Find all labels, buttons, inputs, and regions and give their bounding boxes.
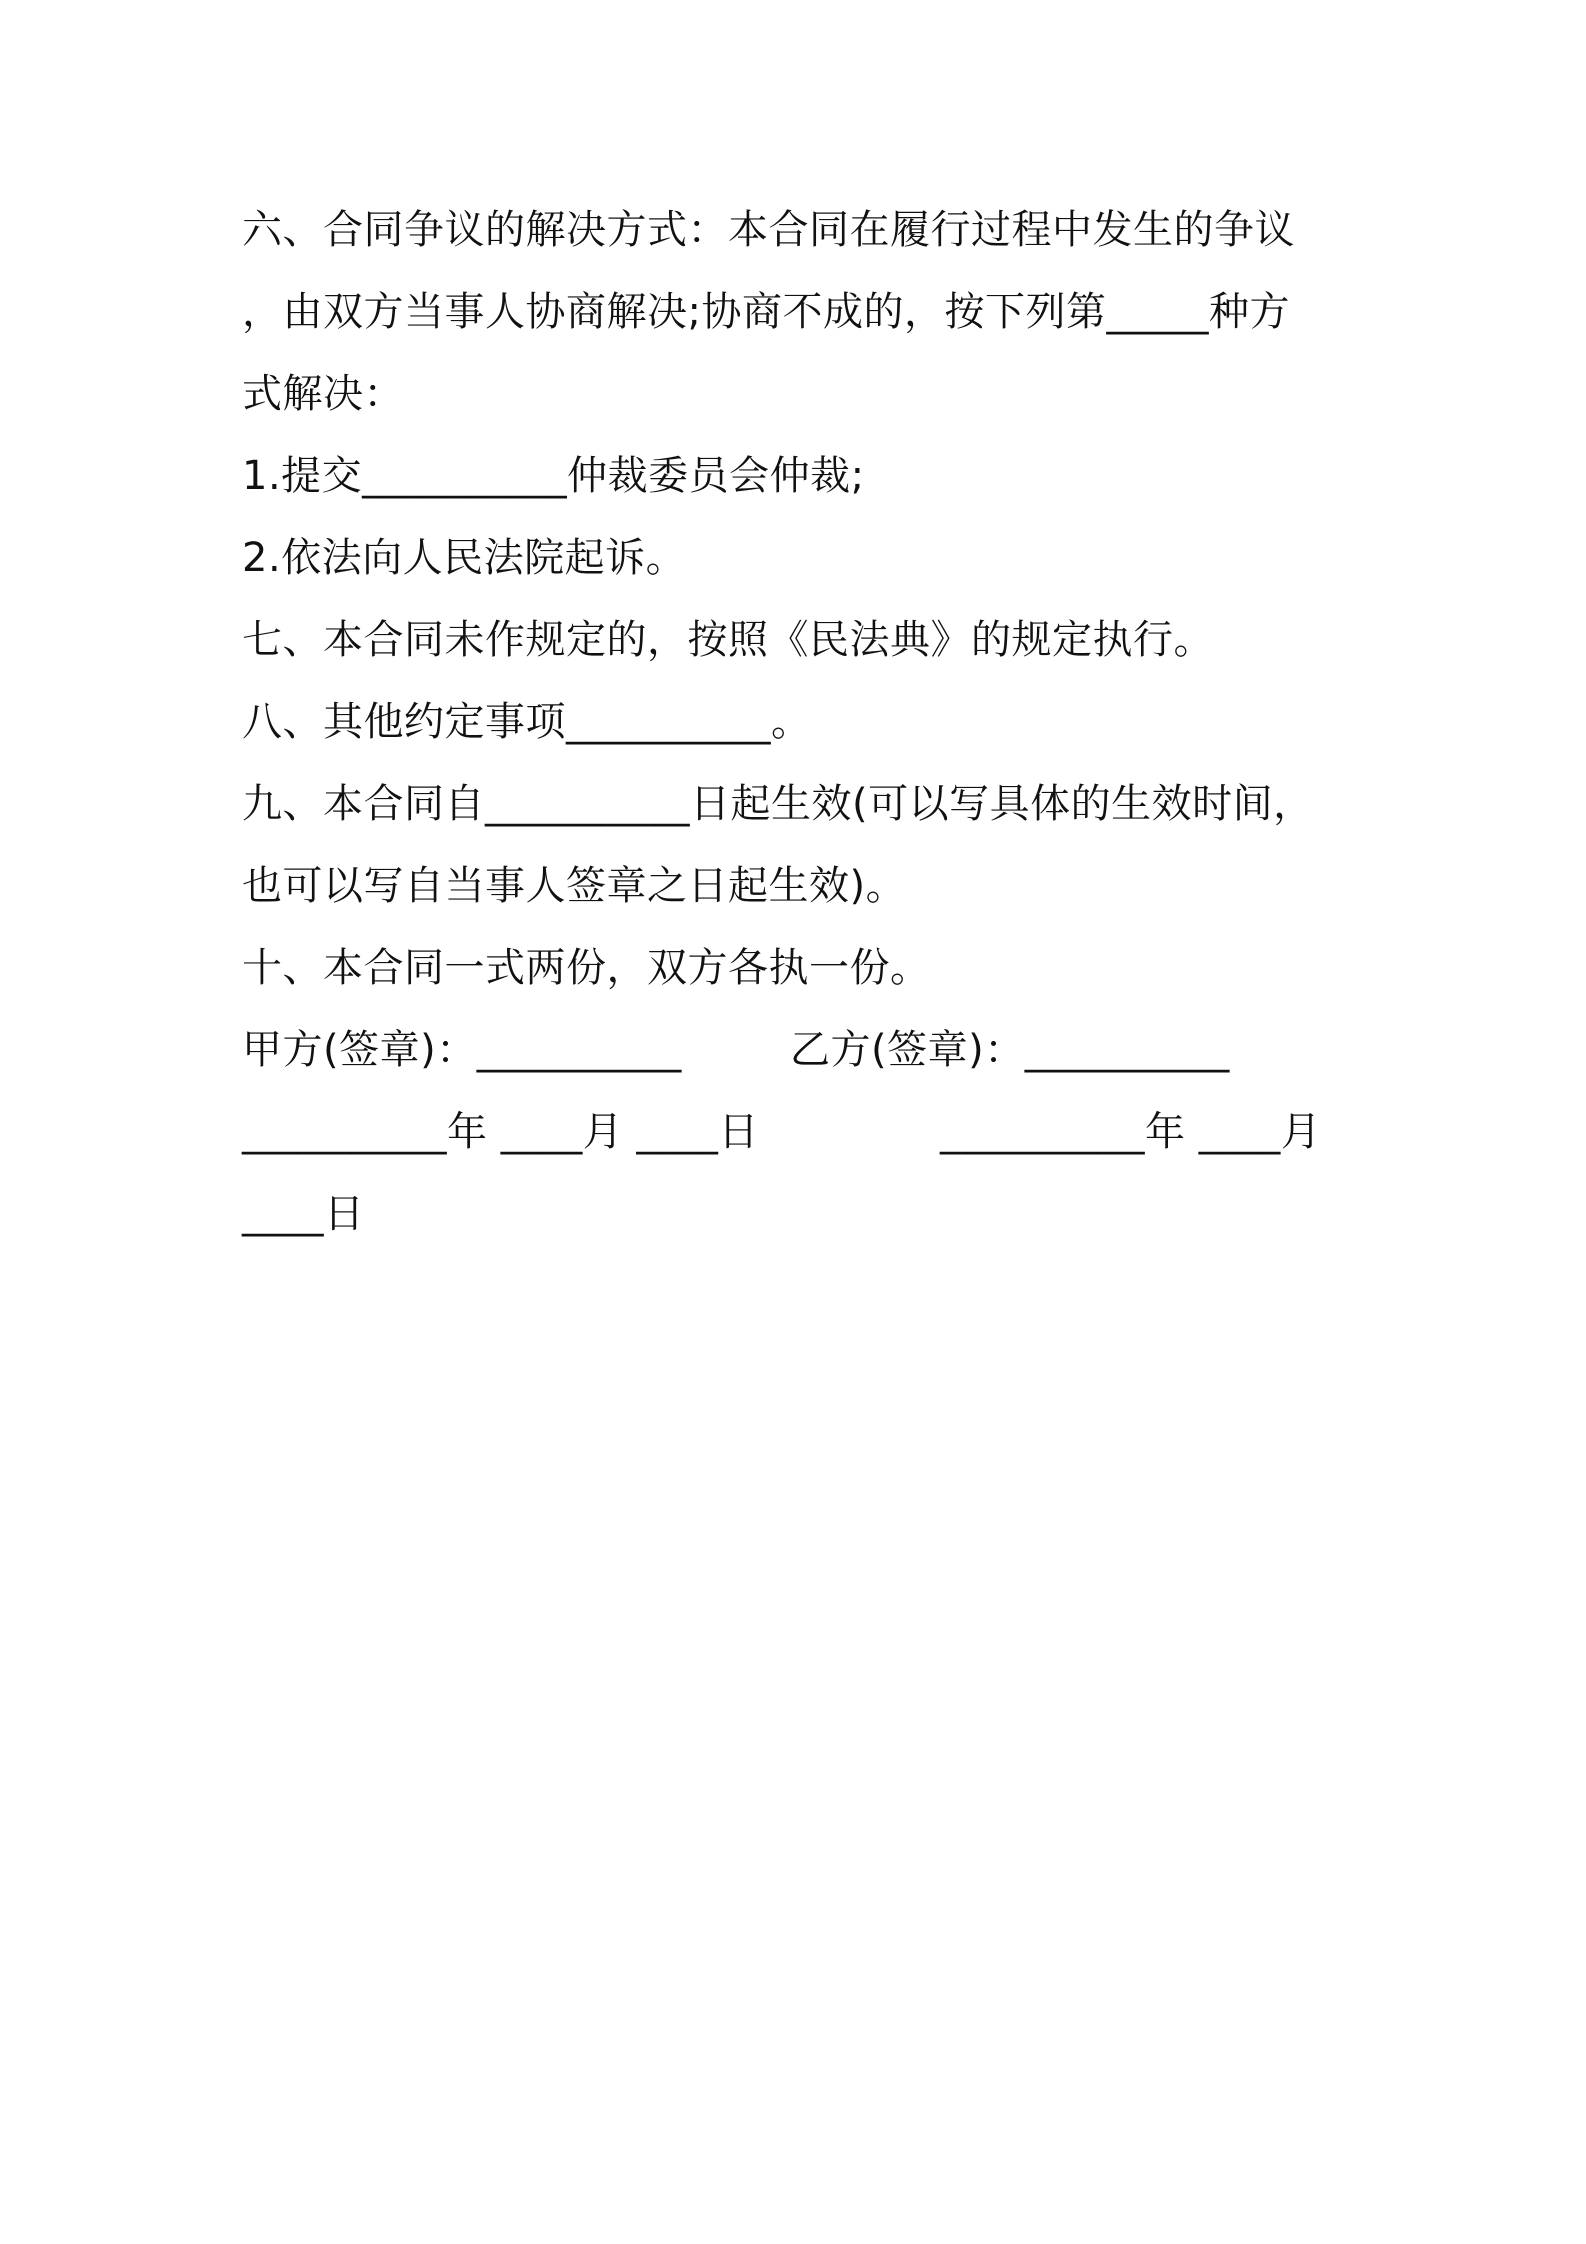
clause-6-line-3: 式解决： [242, 371, 404, 417]
party-b-signature: 乙方(签章)：__________ [790, 1027, 1230, 1073]
clause-6-line-1: 六、合同争议的解决方式：本合同在履行过程中发生的争议 [242, 207, 1295, 253]
party-a-date: __________年 ____月 ____日 [242, 1109, 759, 1155]
party-b-date: __________年 ____月 [940, 1109, 1322, 1155]
clause-6-option-1: 1.提交__________仲裁委员会仲裁; [242, 453, 865, 499]
clause-10: 十、本合同一式两份，双方各执一份。 [242, 945, 931, 991]
clause-9-line-1: 九、本合同自__________日起生效(可以写具体的生效时间， [242, 781, 1314, 827]
clause-8: 八、其他约定事项__________。 [242, 699, 812, 745]
clause-9-line-2: 也可以写自当事人签章之日起生效)。 [242, 863, 907, 909]
party-b-date-day: ____日 [242, 1191, 365, 1237]
clause-7: 七、本合同未作规定的，按照《民法典》的规定执行。 [242, 617, 1214, 663]
clause-6-option-2: 2.依法向人民法院起诉。 [242, 535, 687, 581]
party-a-signature: 甲方(签章)：__________ [242, 1027, 682, 1073]
clause-6-line-2: ，由双方当事人协商解决;协商不成的，按下列第_____种方 [242, 289, 1290, 335]
